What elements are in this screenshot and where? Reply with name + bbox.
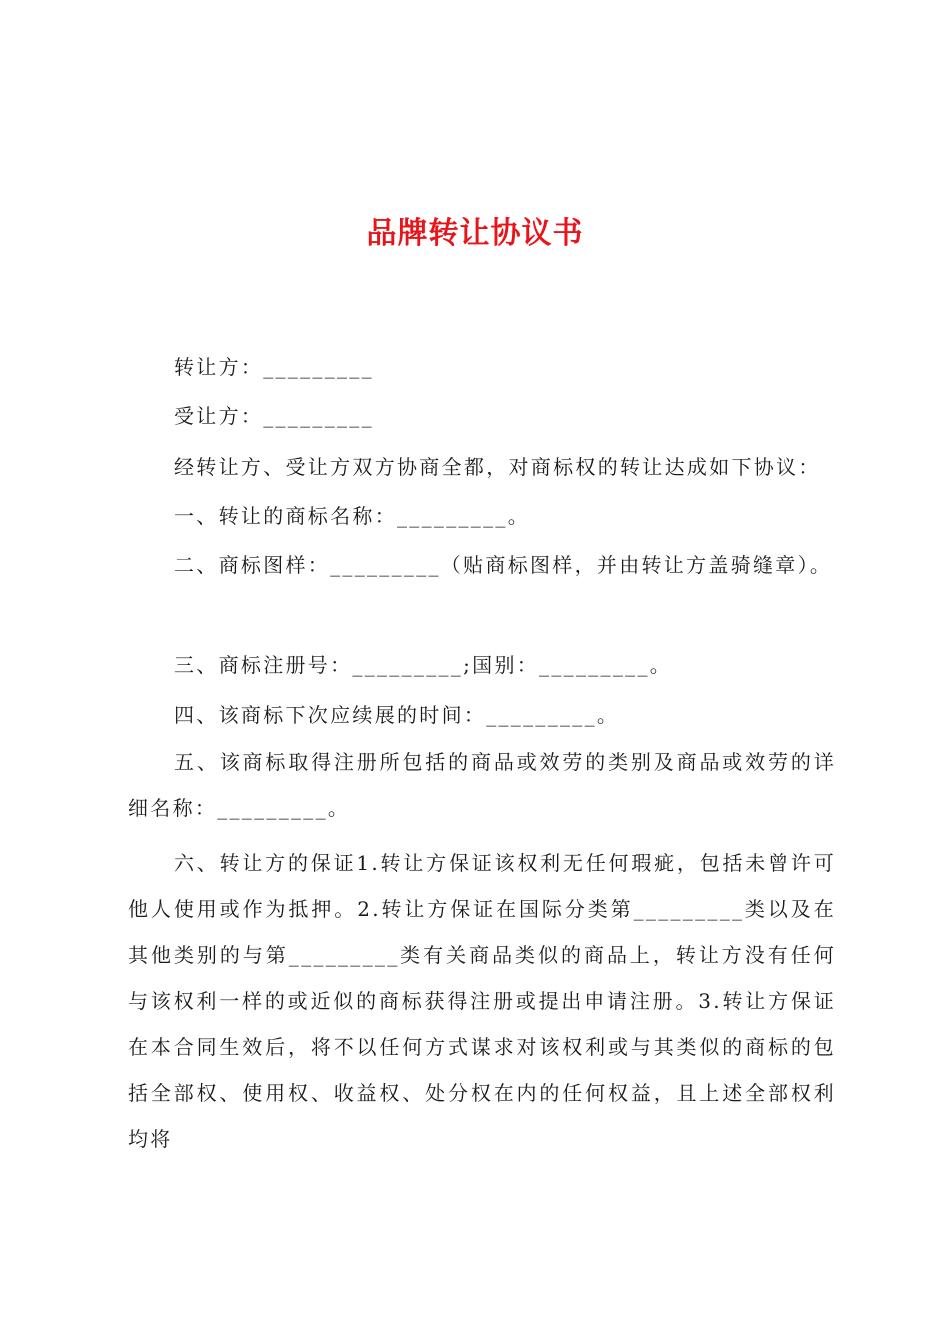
item5-paragraph: 五、该商标取得注册所包括的商品或效劳的类别及商品或效劳的详细名称：_________。 (128, 750, 836, 820)
item4-line: 四、该商标下次应续展的时间：_________。 (174, 703, 620, 727)
item6-paragraph: 六、转让方的保证1.转让方保证该权利无任何瑕疵，包括未曾许可他人使用或作为抵押。2.转让方保证在国际分类第_________类以及在其他类别的与第_________类有关商品类似的商品上，转让方没有任何与该权利一样的或近似的商标获得注册或提出申请注册。3.转让方保证在本合同生效后，将不以任何方式谋求对该权利或与其类似的商标的包括全部权、使用权、收益权、处分权在内的任何权益，且上述全部权利均将 (128, 851, 836, 1151)
item3-line: 三、商标注册号：_________;国别：_________。 (174, 653, 673, 677)
intro-line: 经转让方、受让方双方协商全都，对商标权的转让达成如下协议： (174, 455, 821, 479)
item1-line: 一、转让的商标名称：_________。 (174, 504, 530, 528)
transferor-line: 转让方：_________ (174, 355, 374, 379)
document-title: 品牌转让协议书 (366, 216, 584, 251)
item2-line: 二、商标图样：_________（贴商标图样，并由转让方盖骑缝章）。 (174, 553, 833, 577)
transferee-line: 受让方：_________ (174, 404, 374, 428)
